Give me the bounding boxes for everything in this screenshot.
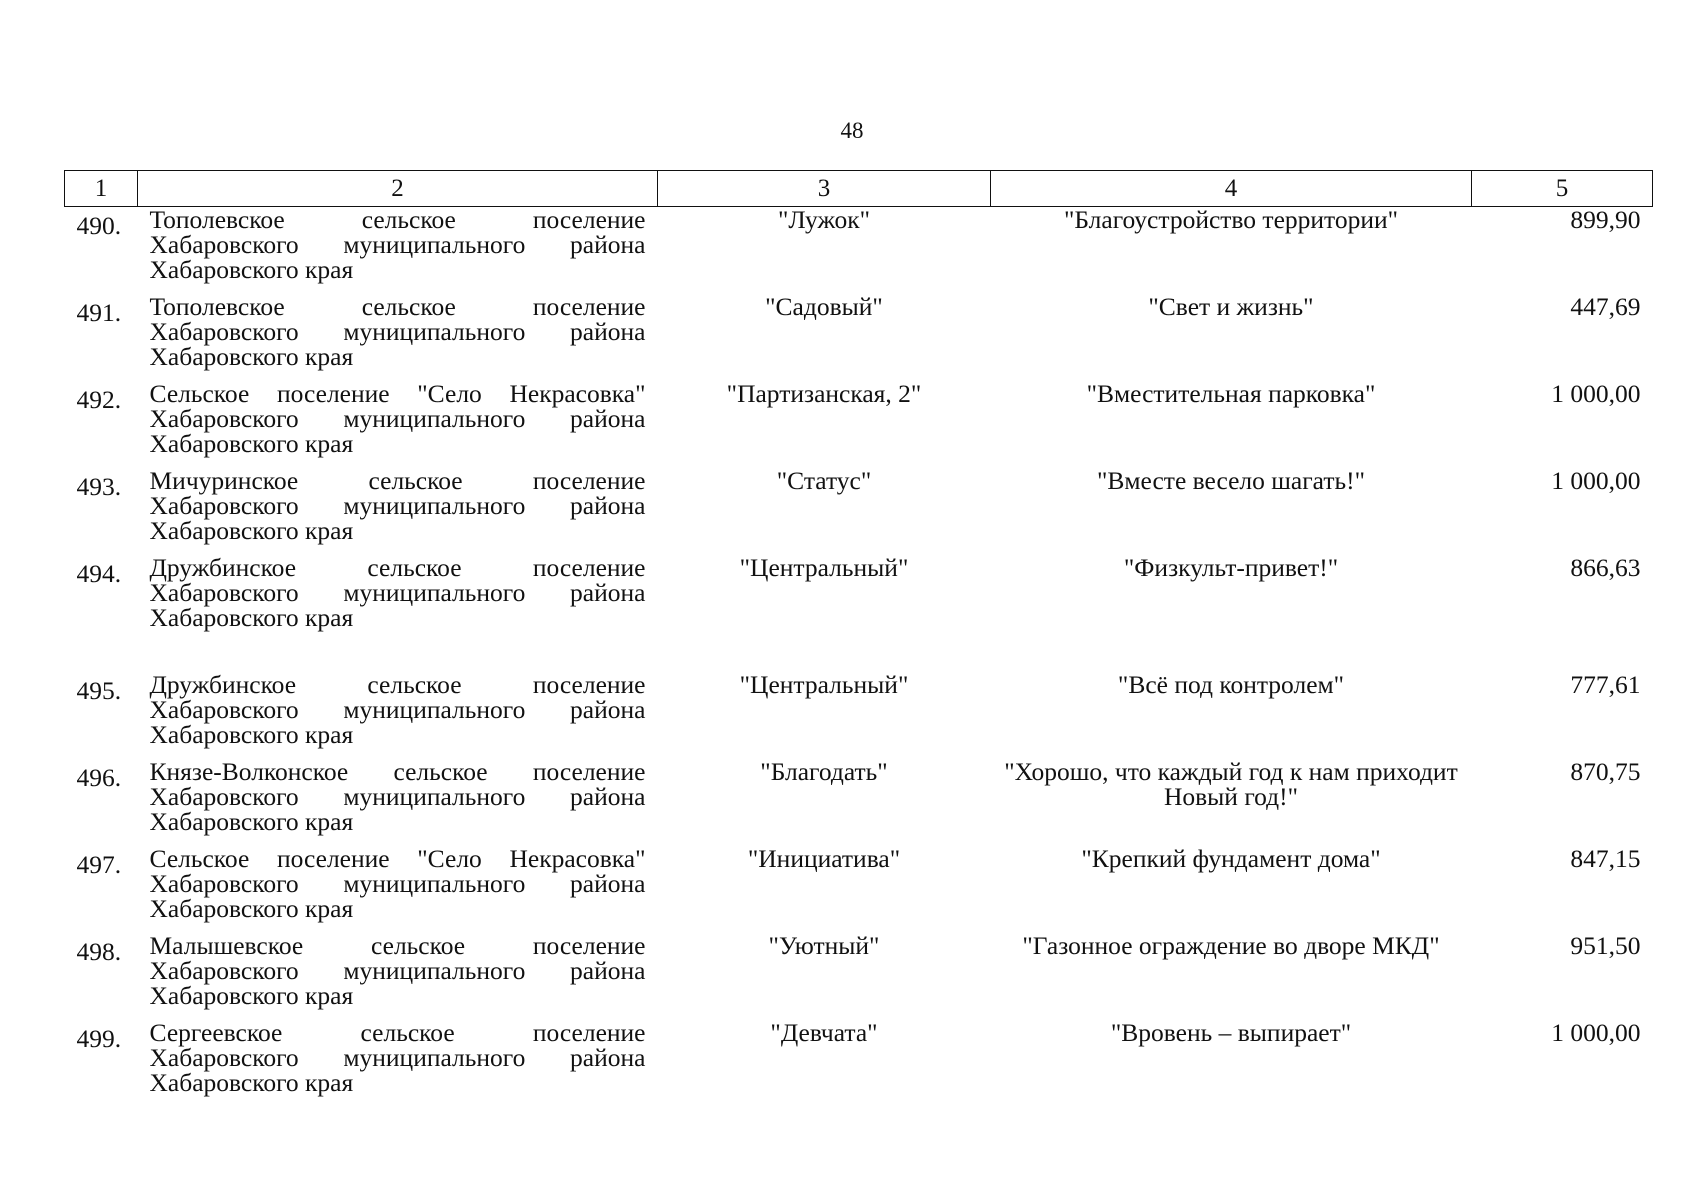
settlement-name: Тополевское сельское поселение Хабаровского муниципального района Хабаровского края xyxy=(149,205,646,284)
amount: 1 000,00 xyxy=(1551,1018,1641,1047)
object-name: "Партизанская, 2" xyxy=(726,379,922,408)
header-col-3: 3 xyxy=(658,171,991,207)
header-row xyxy=(65,171,1653,207)
table-row xyxy=(65,464,1653,551)
object-name: "Инициатива" xyxy=(747,844,901,873)
table-row xyxy=(65,842,1653,929)
header-col-1: 1 xyxy=(65,171,138,207)
object-name: "Девчата" xyxy=(770,1018,878,1047)
object-name: "Садовый" xyxy=(765,292,883,321)
project-name: "Вместительная парковка" xyxy=(1086,379,1376,408)
amount: 1 000,00 xyxy=(1551,466,1641,495)
table-body xyxy=(65,207,1653,1104)
amount: 951,50 xyxy=(1570,931,1641,960)
row-number: 495. xyxy=(76,676,122,705)
row-number: 494. xyxy=(76,559,122,588)
settlement-name: Мичуринское сельское поселение Хабаровского муниципального района Хабаровского края xyxy=(149,466,646,545)
object-name: "Центральный" xyxy=(739,670,909,699)
table-row xyxy=(65,668,1653,755)
table-row xyxy=(65,551,1653,638)
project-name: "Вместе весело шагать!" xyxy=(1096,466,1366,495)
row-number: 492. xyxy=(76,385,122,414)
project-name: "Вровень – выпирает" xyxy=(1110,1018,1352,1047)
table-row xyxy=(65,1016,1653,1103)
settlement-name: Сергеевское сельское поселение Хабаровского муниципального района Хабаровского края xyxy=(149,1018,646,1097)
object-name: "Лужок" xyxy=(777,205,870,234)
header-col-4: 4 xyxy=(991,171,1472,207)
project-name: "Крепкий фундамент дома" xyxy=(1081,844,1381,873)
table-row xyxy=(65,207,1653,291)
project-name: "Газонное ограждение во дворе МКД" xyxy=(1022,931,1440,960)
row-number: 499. xyxy=(76,1024,122,1053)
settlement-name: Тополевское сельское поселение Хабаровского муниципального района Хабаровского края xyxy=(149,292,646,371)
amount: 1 000,00 xyxy=(1551,379,1641,408)
project-name: "Благоустройство территории" xyxy=(1063,205,1399,234)
spacer-row xyxy=(65,638,1653,668)
settlement-name: Дружбинское сельское поселение Хабаровского муниципального района Хабаровского края xyxy=(149,670,646,749)
row-number: 491. xyxy=(76,298,122,327)
object-name: "Статус" xyxy=(776,466,872,495)
row-number: 498. xyxy=(76,937,122,966)
object-name: "Уютный" xyxy=(768,931,880,960)
amount: 777,61 xyxy=(1570,670,1641,699)
row-number: 496. xyxy=(76,763,122,792)
table-row xyxy=(65,377,1653,464)
table-row xyxy=(65,755,1653,842)
amount: 447,69 xyxy=(1570,292,1641,321)
row-number: 497. xyxy=(76,850,122,879)
table-row xyxy=(65,290,1653,377)
settlement-name: Князе-Волконское сельское поселение Хабаровского муниципального района Хабаровского края xyxy=(149,757,646,836)
project-name: "Свет и жизнь" xyxy=(1148,292,1314,321)
settlement-name: Сельское поселение "Село Некрасовка" Хабаровского муниципального района Хабаровского края xyxy=(149,379,646,458)
object-name: "Центральный" xyxy=(739,553,909,582)
amount: 870,75 xyxy=(1570,757,1641,786)
project-name: "Всё под контролем" xyxy=(1117,670,1345,699)
settlement-name: Сельское поселение "Село Некрасовка" Хабаровского муниципального района Хабаровского края xyxy=(149,844,646,923)
amount: 866,63 xyxy=(1570,553,1641,582)
subsidy-table xyxy=(64,170,1653,1103)
header-col-5: 5 xyxy=(1472,171,1653,207)
project-name: "Физкульт-привет!" xyxy=(1123,553,1339,582)
table-header xyxy=(65,171,1653,207)
page-number: 48 xyxy=(840,118,864,143)
header-col-2: 2 xyxy=(138,171,658,207)
amount: 847,15 xyxy=(1570,844,1641,873)
object-name: "Благодать" xyxy=(760,757,888,786)
project-name: "Хорошо, что каждый год к нам приходит Новый год!" xyxy=(1004,757,1458,811)
settlement-name: Малышевское сельское поселение Хабаровского муниципального района Хабаровского края xyxy=(149,931,646,1010)
row-number: 490. xyxy=(76,211,122,240)
settlement-name: Дружбинское сельское поселение Хабаровского муниципального района Хабаровского края xyxy=(149,553,646,632)
spacer-cell xyxy=(65,638,1653,668)
row-number: 493. xyxy=(76,472,122,501)
amount: 899,90 xyxy=(1570,205,1641,234)
table-row xyxy=(65,929,1653,1016)
